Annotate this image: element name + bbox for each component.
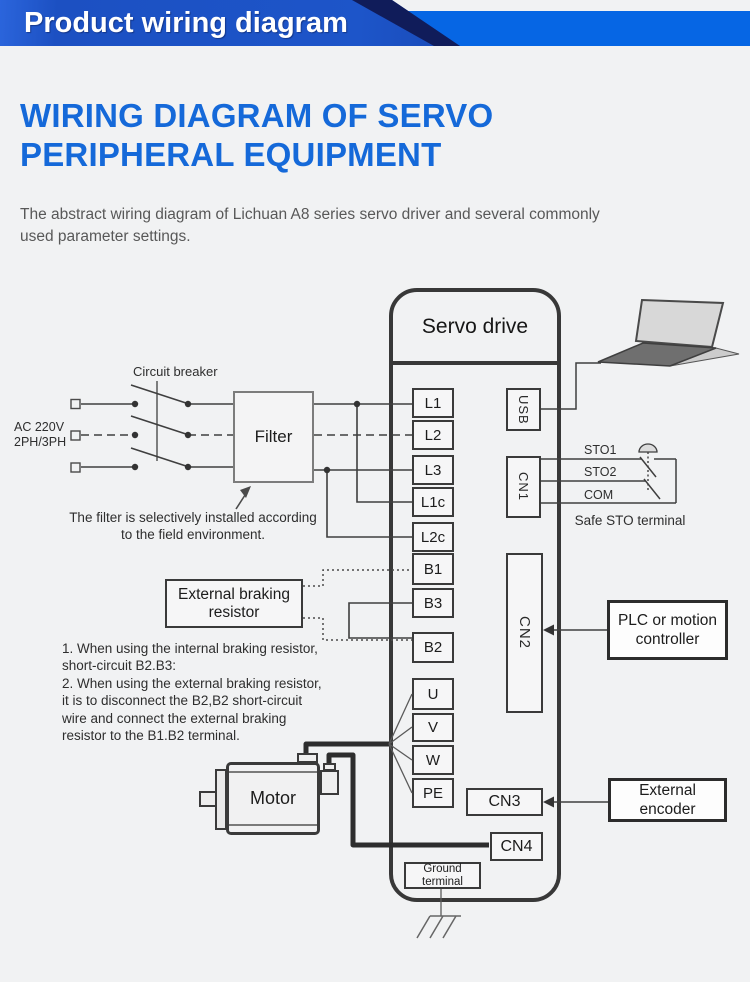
- page-title: [20, 96, 640, 174]
- note-line: 1. When using the internal braking resistor,: [62, 641, 318, 656]
- sto-pushbutton-icon: [639, 444, 657, 452]
- terminal-l3: L3: [412, 455, 454, 485]
- motor-casing-line-bottom: [229, 824, 317, 826]
- terminal-v: V: [412, 713, 454, 742]
- braking-resistor-notes: [62, 640, 322, 744]
- sto-switch-blades: [640, 457, 660, 499]
- com-label: COM: [584, 488, 614, 502]
- plc-box: [607, 600, 728, 660]
- motor-power-plug: [297, 753, 318, 763]
- motor-casing-line-top: [229, 771, 317, 773]
- motor-encoder-plug: [320, 770, 339, 795]
- note-line: 2. When using the external braking resistor,: [62, 675, 322, 691]
- note-line: resistor to the B1.B2 terminal.: [62, 728, 240, 744]
- cn4-connector: CN4: [490, 832, 543, 861]
- page-title-line1: WIRING DIAGRAM OF SERVO: [20, 97, 494, 134]
- page-title-line2: PERIPHERAL EQUIPMENT: [20, 136, 442, 173]
- terminal-b2: B2: [412, 632, 454, 663]
- terminal-w: W: [412, 745, 454, 775]
- usb-port-label: USB: [516, 394, 531, 425]
- terminal-l1c: L1c: [412, 487, 454, 517]
- banner-title: Product wiring diagram: [24, 7, 348, 39]
- servo-drive-title: Servo drive: [421, 315, 529, 338]
- note-line: short-circuit B2.B3:: [62, 658, 177, 674]
- filter-note: The filter is selectively installed according to the field environment.: [69, 510, 317, 542]
- plc-label: PLC or motion controller: [617, 612, 718, 648]
- terminal-b3: B3: [412, 588, 454, 618]
- laptop-icon: [598, 300, 739, 366]
- terminal-pe: PE: [412, 778, 454, 808]
- safe-sto-caption: Safe STO terminal: [574, 513, 686, 528]
- motor-body: Motor: [226, 762, 320, 835]
- circuit-breaker-label: Circuit breaker: [133, 364, 218, 379]
- external-encoder-label: External encoder: [639, 782, 696, 818]
- top-banner: [0, 0, 750, 48]
- ground-terminal-label: Ground terminal: [422, 863, 463, 888]
- terminal-u: U: [412, 678, 454, 710]
- braking-resistor-box: [165, 579, 303, 628]
- ground-terminal-box: [404, 862, 481, 889]
- filter-box: Filter: [233, 391, 314, 483]
- braking-resistor-label: External braking resistor: [177, 585, 290, 621]
- intro-line1: The abstract wiring diagram of Lichuan A8 series servo driver and several commonly: [20, 206, 600, 223]
- note-line: it is to disconnect the B2,B2 short-circuit: [62, 693, 303, 709]
- terminal-l2: L2: [412, 420, 454, 450]
- sto1-label: STO1: [584, 443, 617, 457]
- note-line: wire and connect the external braking: [62, 710, 287, 726]
- cn3-connector: CN3: [466, 788, 543, 816]
- cn2-connector: [506, 553, 543, 713]
- supply-terminal-squares: [71, 400, 80, 473]
- sto2-label: STO2: [584, 465, 617, 479]
- terminal-b1: B1: [412, 553, 454, 585]
- cn1-connector: [506, 456, 541, 518]
- intro-text: [20, 204, 732, 248]
- cn1-label: CN1: [516, 472, 531, 502]
- intro-line2: used parameter settings.: [20, 228, 191, 245]
- terminal-l1: L1: [412, 388, 454, 418]
- ac-supply-label: AC 220V 2PH/3PH: [14, 420, 67, 449]
- cn2-label: CN2: [516, 616, 533, 650]
- usb-port: [506, 388, 541, 431]
- breaker-blades: [131, 385, 189, 467]
- filter-note-arrow: [236, 486, 251, 509]
- external-encoder-box: [608, 778, 727, 822]
- terminal-l2c: L2c: [412, 522, 454, 552]
- servo-drive-divider: [393, 361, 557, 365]
